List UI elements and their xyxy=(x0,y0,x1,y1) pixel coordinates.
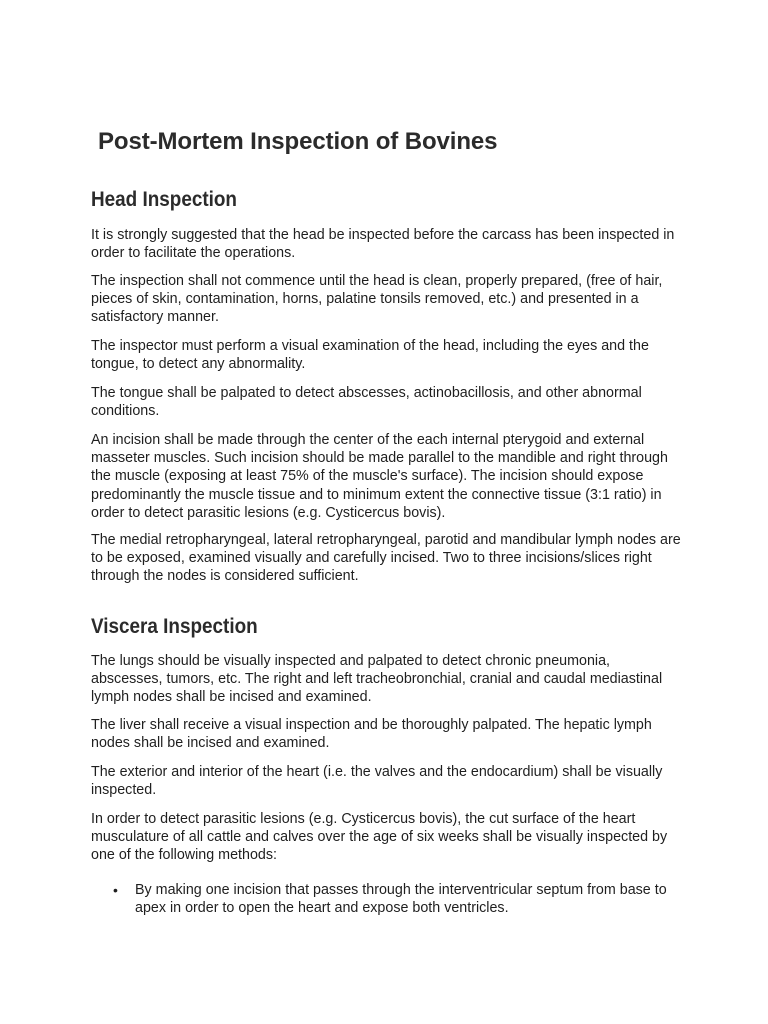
list-item-text: By making one incision that passes through the interventricular septum from base to apex in order to open the heart and expose both ventricles. xyxy=(135,882,667,917)
list-item xyxy=(91,881,683,917)
paragraph: The liver shall receive a visual inspection and be thoroughly palpated. The hepatic lymph nodes shall be incised and examined. xyxy=(91,717,652,752)
paragraph: The inspection shall not commence until the head is clean, properly prepared, (free of hair, pieces of skin, contamination, horns, palatine tonsils removed, etc.) and presented in a satisfactory manner. xyxy=(91,273,663,326)
paragraph: In order to detect parasitic lesions (e.g. Cysticercus bovis), the cut surface of the heart musculature of all cattle and calves over the age of six weeks shall be visually inspected by one of the following methods: xyxy=(91,811,668,864)
bullet-list xyxy=(91,881,691,917)
paragraph: It is strongly suggested that the head be inspected before the carcass has been inspected in order to facilitate the operations. xyxy=(91,227,675,262)
paragraph: The exterior and interior of the heart (i.e. the valves and the endocardium) shall be visually inspected. xyxy=(91,764,663,799)
bullet-icon: • xyxy=(113,882,118,898)
paragraph: The tongue shall be palpated to detect abscesses, actinobacillosis, and other abnormal conditions. xyxy=(91,385,642,420)
section-heading-viscera-inspection: Viscera Inspection xyxy=(91,615,258,638)
document-title: Post-Mortem Inspection of Bovines xyxy=(98,128,498,155)
paragraph: The lungs should be visually inspected and palpated to detect chronic pneumonia, abscesses, tumors, etc. The right and left tracheobronchial, cranial and caudal mediastinal lymph nodes shall be incised and examined. xyxy=(91,653,663,706)
section-heading-head-inspection: Head Inspection xyxy=(91,188,237,211)
paragraph: The inspector must perform a visual examination of the head, including the eyes and the tongue, to detect any abnormality. xyxy=(91,338,649,373)
paragraph: The medial retropharyngeal, lateral retropharyngeal, parotid and mandibular lymph nodes are to be exposed, examined visually and carefully incised. Two to three incisions/slices right through the nodes is considered sufficient. xyxy=(91,532,681,585)
paragraph: An incision shall be made through the center of the each internal pterygoid and external masseter muscles. Such incision should be made parallel to the mandible and right through the muscle (exposing at least 75% of the muscle's surface). The incision should expose predominantly the muscle tissue and to minimum extent the connective tissue (3:1 ratio) in order to detect parasitic lesions (e.g. Cysticercus bovis). xyxy=(91,432,668,521)
